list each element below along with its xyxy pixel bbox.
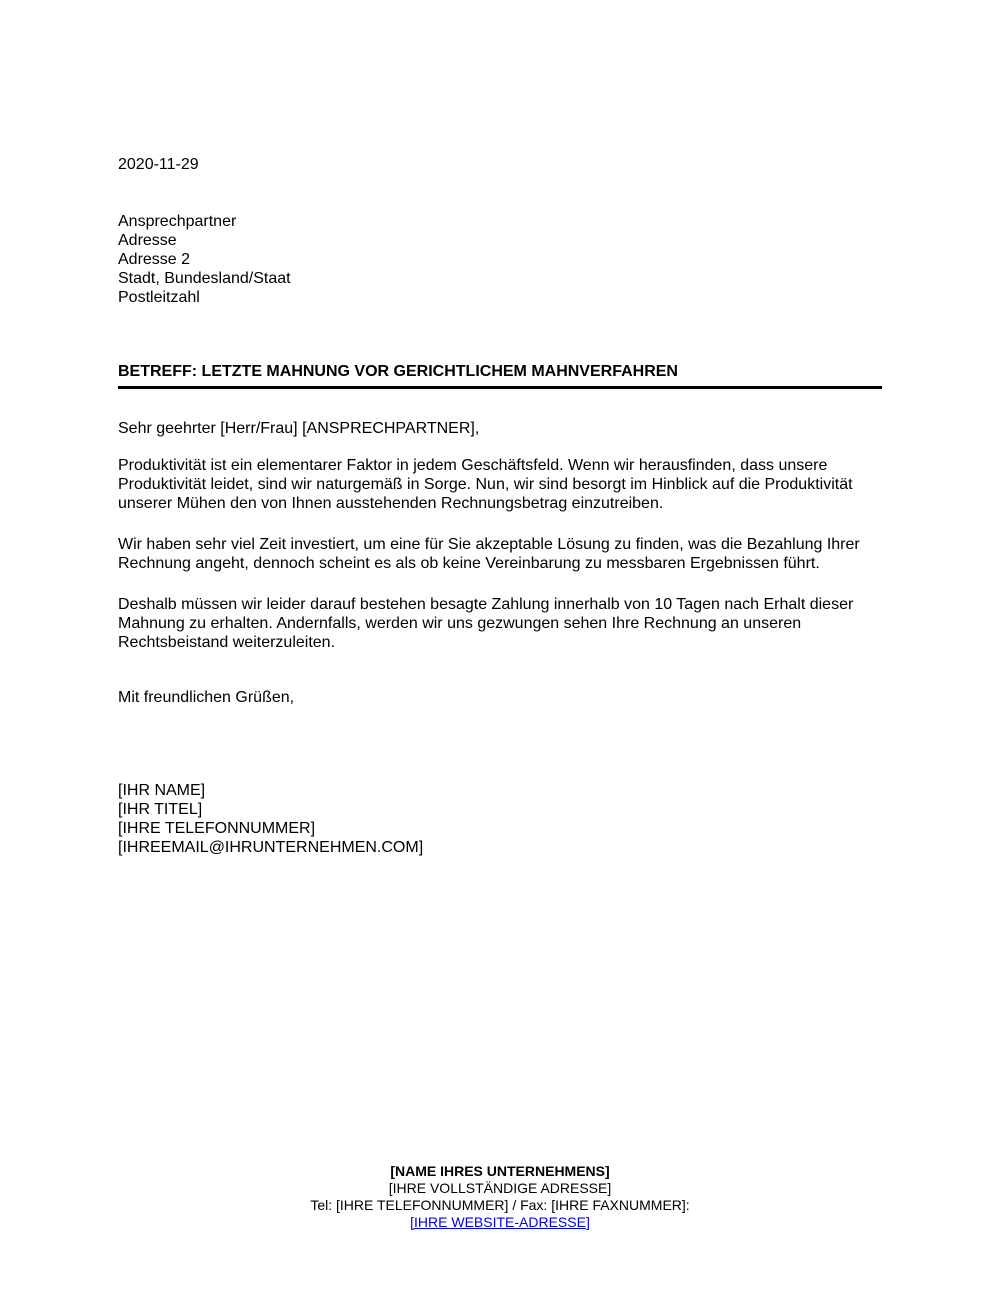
paragraph-line: Mahnung zu erhalten. Andernfalls, werden wir uns gezwungen sehen Ihre Rechnung an unseren [118, 615, 802, 632]
paragraph-line: Deshalb müssen wir leider darauf bestehen besagte Zahlung innerhalb von 10 Tagen nach Erhalt dieser [118, 596, 854, 613]
paragraph-line: Wir haben sehr viel Zeit investiert, um eine für Sie akzeptable Lösung zu finden, was die Bezahlung Ihrer [118, 536, 860, 553]
salutation: Sehr geehrter [Herr/Frau] [ANSPRECHPARTNER], [118, 420, 480, 437]
footer-address: [IHRE VOLLSTÄNDIGE ADRESSE] [388, 1180, 612, 1196]
body-paragraph-1 [118, 456, 888, 513]
recipient-postal-code: Postleitzahl [118, 289, 200, 306]
recipient-address-line-1: Adresse [118, 232, 177, 249]
footer-contact: Tel: [IHRE TELEFONNUMMER] / Fax: [IHRE FAXNUMMER]: [310, 1197, 690, 1213]
footer-website-link[interactable]: [IHRE WEBSITE-ADRESSE] [410, 1214, 590, 1230]
paragraph-line: Rechtsbeistand weiterzuleiten. [118, 634, 336, 651]
signature-block [118, 781, 423, 857]
subject-divider [118, 386, 882, 389]
paragraph-line: Rechnung angeht, dennoch scheint es als ob keine Vereinbarung zu messbaren Ergebnissen führt. [118, 555, 820, 572]
recipient-address-line-2: Adresse 2 [118, 251, 191, 268]
paragraph-line: Produktivität ist ein elementarer Faktor in jedem Geschäftsfeld. Wenn wir herausfinden, dass unsere [118, 457, 828, 474]
signature-email: [IHREEMAIL@IHRUNTERNEHMEN.COM] [118, 839, 424, 856]
subject-heading: BETREFF: LETZTE MAHNUNG VOR GERICHTLICHEM MAHNVERFAHREN [118, 363, 678, 380]
letter-date: 2020-11-29 [118, 156, 199, 173]
body-paragraph-2 [118, 535, 888, 573]
recipient-city-state: Stadt, Bundesland/Staat [118, 270, 291, 287]
body-paragraph-3 [118, 595, 888, 652]
letter-footer [0, 1163, 1000, 1231]
recipient-address-block [118, 212, 291, 307]
signature-name: [IHR NAME] [118, 782, 206, 799]
paragraph-line: unserer Mühen den von Ihnen ausstehenden Rechnungsbetrag einzutreiben. [118, 495, 664, 512]
signature-phone: [IHRE TELEFONNUMMER] [118, 820, 316, 837]
signature-title: [IHR TITEL] [118, 801, 203, 818]
closing: Mit freundlichen Grüßen, [118, 689, 295, 706]
footer-company-name: [NAME IHRES UNTERNEHMENS] [390, 1163, 610, 1179]
paragraph-line: Produktivität leidet, sind wir naturgemäß in Sorge. Nun, wir sind besorgt im Hinblick auf die Produktivität [118, 476, 853, 493]
recipient-contact: Ansprechpartner [118, 213, 237, 230]
